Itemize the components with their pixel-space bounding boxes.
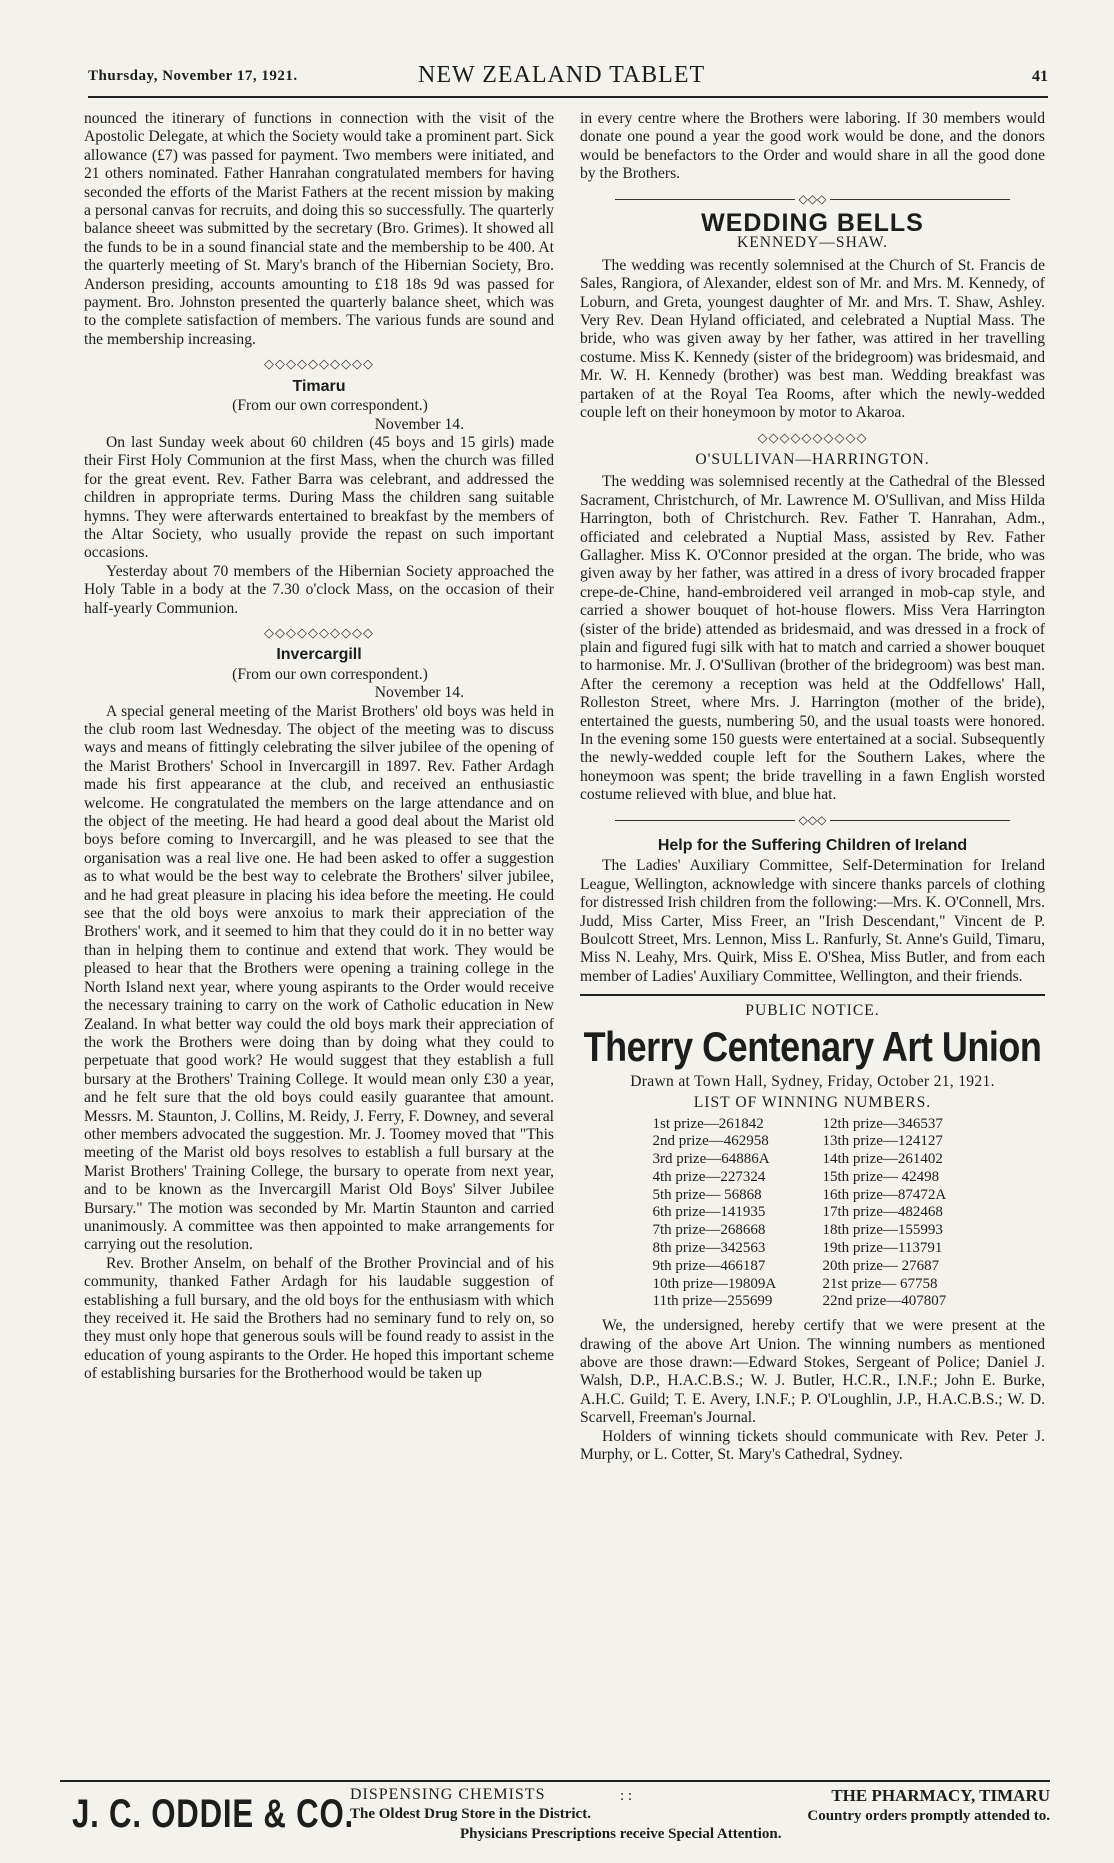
- invercargill-date: November 14.: [374, 684, 464, 702]
- newspaper-title: NEW ZEALAND TABLET: [418, 62, 706, 88]
- prize-entry: 4th prize—227324: [652, 1168, 766, 1185]
- timaru-paragraph: Yesterday about 70 members of the Hibernian Society approached the Holy Table in a body at the 7.30 o'clock Mass, on the occasion of their half-yearly Communion.: [84, 562, 554, 617]
- timaru-byline: (From our own correspondent.): [232, 397, 428, 415]
- prize-entry: 12th prize—346537: [822, 1115, 943, 1132]
- notice-label: PUBLIC NOTICE.: [745, 1002, 880, 1020]
- rule-divider: ◇◇◇: [580, 190, 1045, 208]
- wedding-bells-heading: WEDDING BELLS: [701, 209, 924, 238]
- timaru-date: November 14.: [374, 415, 464, 433]
- right-column: [580, 110, 1045, 1465]
- timaru-heading: Timaru: [292, 377, 346, 395]
- notice-drawn-line: Drawn at Town Hall, Sydney, Friday, October 21, 1921.: [630, 1072, 995, 1090]
- continued-paragraph: in every centre where the Brothers were laboring. If 30 members would donate one pound a year the good work would be done, and the donors would be benefactors to the Order and would share in all the good done by the Brothers.: [580, 110, 1045, 183]
- rule-divider: ◇◇◇: [580, 811, 1045, 829]
- holders-text: Holders of winning tickets should communicate with Rev. Peter J. Murphy, or L. Cotter, St. Mary's Cathedral, Sydney.: [580, 1427, 1045, 1464]
- intro-paragraph: nounced the itinerary of functions in connection with the visit of the Apostolic Delegate, at which the Society would take a prominent part. Sick allowance (£7) was passed for payment. Two members were initiated, and 21 others nominated. Father Hanrahan congratulated members for having seconded the efforts of the Marist Fathers at the recent mission by making a personal canvas for recruits, and doing this so successfully. The quarterly balance sheeet was submitted by the secretary (Bro. Grimes). It showed all the funds to be in a sound financial state and the membership to be 400. At the quarterly meeting of St. Mary's branch of the Hibernian Society, Bro. Anderson presiding, accounts amounting to £18 18s 9d was passed for payment. Bro. Johnston presented the quarterly balance sheet, which was to the complete satisfaction of members. The various funds are sound and the membership increasing.: [84, 110, 554, 348]
- certification-text: We, the undersigned, hereby certify that we were present at the drawing of the above Art Union. The winning numbers as mentioned above are those drawn:—Edward Stokes, Sergeant of Police; Daniel J. Walsh, D.P., H.A.C.B.S.; W. J. Butler, H.C.R., I.N.F.; John E. Burke, A.H.C. Guild; T. E. Avery, I.N.F.; P. O'Loughlin, J.P., H.A.C.B.S.; W. D. Scarvell, Freeman's Journal.: [580, 1317, 1045, 1427]
- ad-line-oldest-store: The Oldest Drug Store in the District.: [350, 1806, 591, 1822]
- ad-colon: : :: [620, 1788, 633, 1804]
- invercargill-section: [84, 646, 554, 1383]
- page-number: 41: [1032, 68, 1048, 85]
- ad-country-orders: Country orders promptly attended to.: [807, 1808, 1050, 1824]
- issue-date: Thursday, November 17, 1921.: [88, 68, 298, 84]
- prize-entry: 5th prize— 56868: [652, 1186, 762, 1203]
- ornament-divider: ◇◇◇◇◇◇◇◇◇◇: [264, 356, 374, 372]
- left-column: [84, 110, 554, 1384]
- ad-line-dispensing: DISPENSING CHEMISTS: [350, 1786, 546, 1803]
- prize-entry: 7th prize—268668: [652, 1222, 766, 1239]
- prize-entry: 6th prize—141935: [652, 1204, 766, 1221]
- ornament-divider: ◇◇◇◇◇◇◇◇◇◇: [757, 429, 868, 445]
- prize-entry: 13th prize—124127: [822, 1133, 943, 1150]
- prize-entry: 11th prize—255699: [652, 1293, 773, 1310]
- prize-entry: 3rd prize—64886A: [652, 1151, 770, 1168]
- advertiser-name: J. C. ODDIE & CO.: [72, 1792, 354, 1836]
- prize-entry: 9th prize—466187: [652, 1257, 766, 1274]
- prize-entry: 16th prize—87472A: [822, 1186, 947, 1203]
- wedding-text-osullivan-harrington: The wedding was solemnised recently at the Cathedral of the Blessed Sacrament, Christchurch, of Mr. Lawrence M. O'Sullivan, and Miss Hilda Harrington, both of Christchurch. Rev. Father T. Hanrahan, Adm., officiated and celebrated a Nuptial Mass, assisted by Rev. Father Gallagher. Miss K. O'Connor presided at the organ. The bride, who was given away by her father, was attired in a dress of ivory brocaded frapper crepe-de-Chine, hand-embroidered veil arranged in mob-cap style, and carried a shower bouquet of hot-house flowers. Miss Vera Harrington (sister of the bride) attended as bridesmaid, and was dressed in a frock of plain and figured fugi silk with hat to match and carried a shower bouquet to harmonise. Mr. J. O'Sullivan (brother of the bridegroom) was best man. After the ceremony a reception was held at the Oddfellows' Hall, Rolleston Street, where Mrs. J. Harrington (mother of the bride), entertained the guests, numbering 50, and the usual toasts were honored. In the evening some 150 guests were entertained at a social. Subsequently the newly-wedded couple left for the Southern Lakes, where the honeymoon was spent; the bride travelling in a fawn English worsted costume relieved with blue, and blue hat.: [580, 473, 1045, 804]
- prize-entry: 2nd prize—462958: [652, 1133, 769, 1150]
- public-notice: [580, 994, 1045, 1464]
- wedding-text-kennedy-shaw: The wedding was recently solemnised at the Church of St. Francis de Sales, Rangiora, of Alexander, eldest son of Mr. and Mrs. M. Kennedy, of Loburn, and Greta, youngest daughter of Mr. and Mrs. T. Shaw, Ashley. Very Rev. Dean Hyland officiated, and celebrated a Nuptial Mass. The bride, who was given away by her father, was attired in her travelling costume. Miss K. Kennedy (sister of the bridegroom) was bridesmaid, and Mr. W. H. Kennedy (brother) was best man. Wedding breakfast was partaken of at the Royal Tea Rooms, after which the newly-wedded couple left on their honeymoon by motor to Akaroa.: [580, 256, 1045, 422]
- prize-entry: 22nd prize—407807: [822, 1293, 947, 1310]
- prize-entry: 15th prize— 42498: [822, 1168, 940, 1185]
- prize-entry: 18th prize—155993: [822, 1222, 943, 1239]
- ad-line-prescriptions: Physicians Prescriptions receive Special Attention.: [460, 1826, 782, 1842]
- ornament-divider: ◇◇◇◇◇◇◇◇◇◇: [264, 624, 374, 640]
- prize-entry: 1st prize—261842: [652, 1115, 764, 1132]
- invercargill-byline: (From our own correspondent.): [232, 665, 428, 683]
- prize-entry: 10th prize—19809A: [652, 1275, 777, 1292]
- timaru-paragraph: On last Sunday week about 60 children (45 boys and 15 girls) made their First Holy Communion at the first Mass, when the church was filled for the great event. Rev. Father Barra was celebrant, and addressed the children in appropriate terms. During Mass the children sang suitable hymns. They were afterwards entertained to breakfast by the members of the Altar Society, who usually provide the repast on such important occasions.: [84, 433, 554, 562]
- wedding-heading-kennedy-shaw: KENNEDY—SHAW.: [736, 234, 889, 252]
- wedding-heading-osullivan-harrington: O'SULLIVAN—HARRINGTON.: [695, 450, 930, 468]
- ad-pharmacy-location: THE PHARMACY, TIMARU: [831, 1786, 1050, 1805]
- masthead: [88, 62, 1048, 98]
- invercargill-paragraph: A special general meeting of the Marist Brothers' old boys was held in the club room last Wednesday. The object of the meeting was to discuss ways and means of fittingly celebrating the silver jubilee of the opening of the Marist Brothers' School in Invercargill in 1897. Rev. Father Ardagh made his first appearance at the club, and received an enthusiastic welcome. He congratulated the members on the large attendance and on the object of the meeting. He had heard a good deal about the Marist old boys before coming to Invercargill, and he was pleased to see that the organisation was a real live one. He had been asked to offer a suggestion as to what would be the best way to celebrate the Brothers' silver jubilee, and he had great pleasure in placing his idea before the meeting. He could see that the old boys were anxoius to mark their appreciation of the Brothers' work, and it seemed to him that they could do it in no better way than in helping them to continue and extend that work. They would be pleased to hear that the Brothers were opening a training college in the North Island next year, where young aspirants to the Order would receive the necessary training to carry on the work of Catholic education in New Zealand. In what better way could the old boys mark their appreciation of the work the Brothers were doing than by doing what they could to perpetuate that good work? He would suggest that they establish a full bursary at the Brothers' Training College. It would mean only £30 a year, and he felt sure that the old boys could easily guarantee that amount. Messrs. M. Staunton, J. Collins, M. Reidy, J. Ferry, F. Downey, and several other members advocated the suggestion. Mr. J. Toomey moved that "This meeting of the Marist old boys resolves to establish a full bursary at the Marist Brothers' Training College, the bursary to operate from next year, and to be known as the Invercargill Marist Old Boys' Silver Jubilee Bursary." The motion was seconded by Mr. Martin Staunton and carried unanimously. A committee was then appointed to make arrangements for carrying out the resolution.: [84, 702, 554, 1254]
- help-text: The Ladies' Auxiliary Committee, Self-Determination for Ireland League, Wellington, acknowledge with sincere thanks parcels of clothing for distressed Irish children from the following:—Mrs. K. O'Connell, Mrs. Judd, Miss Carter, Miss Freer, an "Irish Descendant," Vincent de P. Boulcott Street, Mrs. Lennon, Miss L. Ranfurly, St. Anne's Guild, Timaru, Miss N. Leahy, Mrs. Quirk, Miss E. O'Shea, Miss Butler, and from each member of Ladies' Auxiliary Committee, Wellington, and their friends.: [580, 857, 1045, 985]
- prize-entry: 21st prize— 67758: [822, 1275, 938, 1292]
- help-heading: Help for the Suffering Children of Ireland: [657, 837, 968, 855]
- winning-numbers-list: [580, 1116, 1045, 1312]
- prize-entry: 17th prize—482468: [822, 1204, 943, 1221]
- winning-numbers-heading: LIST OF WINNING NUMBERS.: [693, 1094, 932, 1112]
- wedding-bells-section: [580, 209, 1045, 805]
- footer-advertisement: [60, 1780, 1050, 1854]
- prize-entry: 19th prize—113791: [822, 1240, 943, 1257]
- prize-entry: 8th prize—342563: [652, 1240, 766, 1257]
- prize-entry: 14th prize—261402: [822, 1151, 943, 1168]
- prize-entry: 20th prize— 27687: [822, 1257, 940, 1274]
- help-section: [580, 837, 1045, 986]
- notice-title: Therry Centenary Art Union: [583, 1022, 1042, 1070]
- timaru-section: [84, 378, 554, 618]
- invercargill-paragraph: Rev. Brother Anselm, on behalf of the Brother Provincial and of his community, thanked Father Ardagh for his laudable suggestion of establishing a full bursary, and the old boys for the enthusiasm with which they received it. He said the Brothers had no seminary fund to rely on, so they must only hope that generous souls will be found ready to assist in the education of young aspirants to the Order. He hoped this important scheme of establishing bursaries for the Brotherhood would be taken up: [84, 1254, 554, 1383]
- invercargill-heading: Invercargill: [276, 646, 362, 664]
